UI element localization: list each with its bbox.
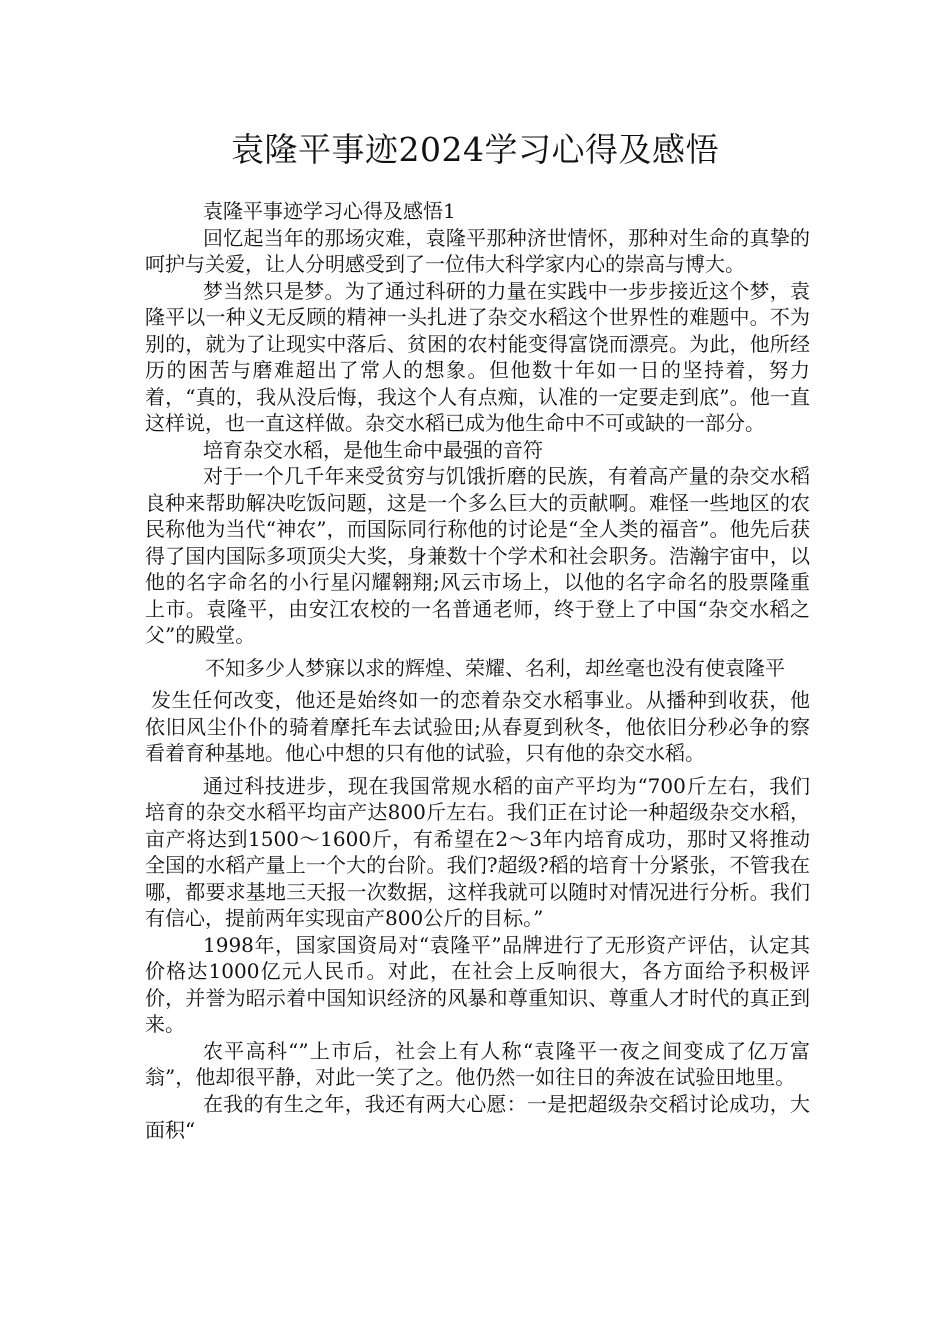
document-title: 袁隆平事迹2024学习心得及感悟 — [231, 130, 719, 169]
paragraph: 不知多少人梦寐以求的辉煌、荣耀、名利，却丝毫也没有使袁隆平 — [205, 655, 785, 680]
paragraph: 农平高科“”上市后，社会上有人称“袁隆平一夜之间变成了亿万富翁”，他却很平静，对此一笑了之。他仍然一如往日的奔波在试验田地里。 — [145, 1038, 810, 1089]
section-heading: 袁隆平事迹学习心得及感悟1 — [203, 199, 456, 223]
paragraph: 通过科技进步，现在我国常规水稻的亩产平均为“700斤左右，我们培育的杂交水稻平均亩产达800斤左右。我们正在讨论一种超级杂交水稻，亩产将达到1500～1600斤，有希望在2～3年内培育成功，那时又将推动全国的水稻产量上一个大的台阶。我们?超级?稻的培育十分紧张，不管我在哪，都要求基地三天报一次数据，这样我就可以随时对情况进行分析。我们有信心，提前两年实现亩产800公斤的目标。” — [145, 773, 810, 930]
paragraph: 1998年，国家国资局对“袁隆平”品牌进行了无形资产评估，认定其价格达1000亿元人民币。对此，在社会上反响很大，各方面给予积极评价，并誉为昭示着中国知识经济的风暴和尊重知识、尊重人才时代的真正到来。 — [145, 932, 810, 1036]
paragraph: 梦当然只是梦。为了通过科研的力量在实践中一步步接近这个梦，袁隆平以一种义无反顾的精神一头扎进了杂交水稻这个世界性的难题中。不为别的，就为了让现实中落后、贫困的农村能变得富饶而漂亮。为此，他所经历的困苦与磨难超出了常人的想象。但他数十年如一日的坚持着，努力着，“真的，我从没后悔，我这个人有点痴，认准的一定要走到底”。他一直这样说，也一直这样做。杂交水稻已成为他生命中不可或缺的一部分。 — [145, 278, 810, 435]
paragraph: 对于一个几千年来受贫穷与饥饿折磨的民族，有着高产量的杂交水稻良种来帮助解决吃饭问题，这是一个多么巨大的贡献啊。难怪一些地区的农民称他为当代“神农”，而国际同行称他的讨论是“全人类的福音”。他先后获得了国内国际多项顶尖大奖，身兼数十个学术和社会职务。浩瀚宇宙中，以他的名字命名的小行星闪耀翱翔;风云市场上，以他的名字命名的股票隆重上市。袁隆平，由安江农校的一名普通老师，终于登上了中国“杂交水稻之父”的殿堂。 — [145, 464, 810, 647]
paragraph: 发生任何改变，他还是始终如一的恋着杂交水稻事业。从播种到收获，他依旧风尘仆仆的骑着摩托车去试验田;从春夏到秋冬，他依旧分秒必争的察看着育种基地。他心中想的只有他的试验，只有他的杂交水稻。 — [145, 688, 810, 765]
paragraph: 在我的有生之年，我还有两大心愿：一是把超级杂交稻讨论成功，大面积“ — [145, 1091, 810, 1142]
document-body — [145, 198, 810, 1144]
paragraph: 培育杂交水稻，是他生命中最强的音符 — [203, 437, 543, 462]
paragraph: 回忆起当年的那场灾难，袁隆平那种济世情怀，那种对生命的真挚的呵护与关爱，让人分明感受到了一位伟大科学家内心的崇高与博大。 — [145, 225, 810, 276]
